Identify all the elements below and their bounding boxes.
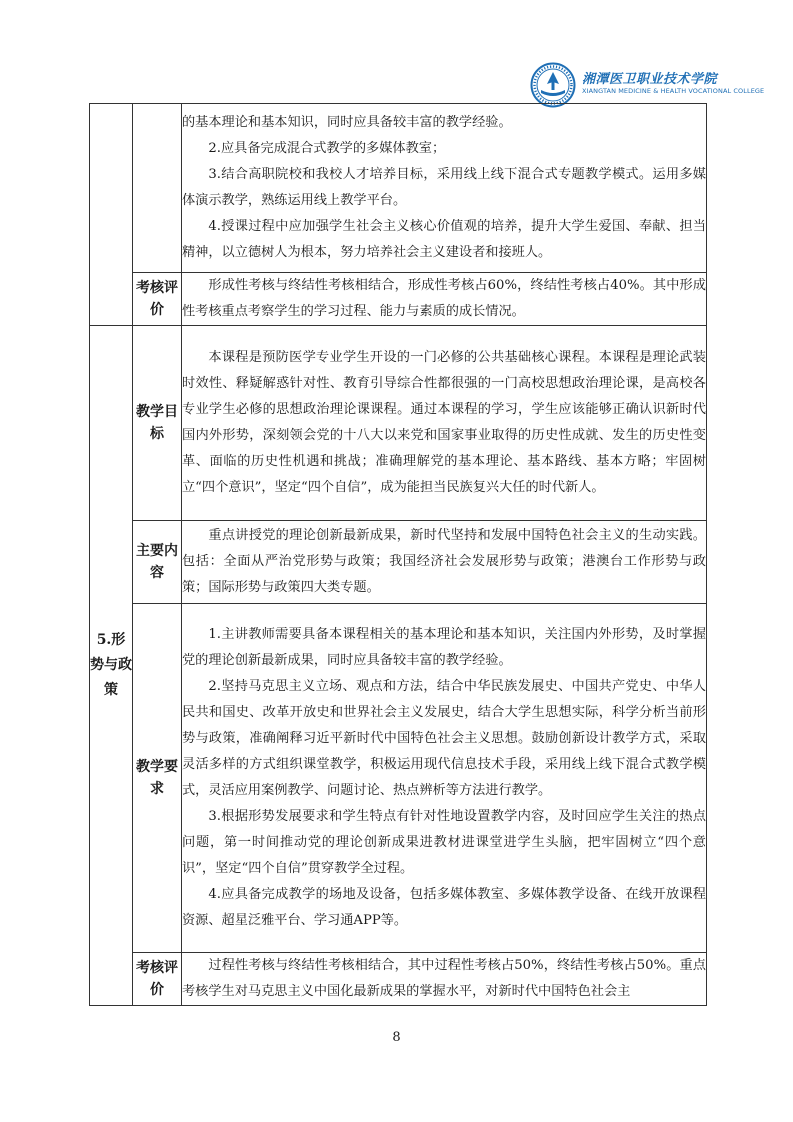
assessment-cell — [182, 953, 707, 1006]
page-number: 8 — [392, 1030, 401, 1045]
requirement-item: 4.应具备完成教学的场地及设备，包括多媒体教室、多媒体教学设备、在线开放课程资源、超星泛雅平台、学习通APP等。 — [182, 887, 706, 928]
requirement-item: 3.结合高职院校和我校人才培养目标，采用线上线下混合式专题教学模式。运用多媒体演示教学，熟练运用线上教学平台。 — [182, 167, 706, 208]
requirement-item: 1.主讲教师需要具备本课程相关的基本理论和基本知识，关注国内外形势，及时掌握党的理论创新最新成果，同时应具备较丰富的教学经验。 — [182, 627, 706, 668]
section-label-cell — [133, 604, 182, 953]
requirement-item: 2.坚持马克思主义立场、观点和方法，结合中华民族发展史、中国共产党史、中华人民共和国史、改革开放史和世界社会主义发展史，结合大学生思想实际，科学分析当前形势与政策，准确阐释习近平新时代中国特色社会主义思想。鼓励创新设计教学方式，采取灵活多样的方式组织课堂教学，积极运用现代信息技术手段，采用线上线下混合式教学模式，灵活应用案例教学、问题讨论、热点辨析等方法进行教学。 — [182, 679, 706, 798]
school-name-en: XIANGTAN MEDICINE & HEALTH VOCATIONAL COLLEGE — [582, 87, 765, 95]
requirement-item: 4.授课过程中应加强学生社会主义核心价值观的培养，提升大学生爱国、奉献、担当精神，以立德树人为根本，努力培养社会主义建设者和接班人。 — [182, 219, 706, 260]
table-row — [90, 273, 707, 326]
section-label-cell — [133, 273, 182, 326]
course-name: 5.形势与政策 — [90, 632, 132, 698]
objectives-label: 教学目标 — [136, 404, 178, 442]
requirement-item: 2.应具备完成混合式教学的多媒体教室； — [208, 141, 446, 156]
section-label-cell — [133, 104, 182, 273]
content-label: 主要内容 — [136, 543, 178, 581]
table-row — [90, 104, 707, 273]
assessment-text: 过程性考核与终结性考核相结合，其中过程性考核占50%，终结性考核占50%。重点考核学生对马克思主义中国化最新成果的掌握水平，对新时代中国特色社会主 — [182, 958, 706, 999]
school-seal-icon — [530, 62, 576, 108]
requirements-cell — [182, 604, 707, 953]
objectives-text: 本课程是预防医学专业学生开设的一门必修的公共基础核心课程。本课程是理论武装时效性、释疑解惑针对性、教育引导综合性都很强的一门高校思想政治理论课，是高校各专业学生必修的思想政治理论课课程。通过本课程的学习，学生应该能够正确认识新时代国内外形势，深刻领会党的十八大以来党和国家事业取得的历史性成就、发生的历史性变革、面临的历史性机遇和挑战；准确理解党的基本理论、基本路线、基本方略；牢固树立“四个意识”，坚定“四个自信”，成为能担当民族复兴大任的时代新人。 — [182, 350, 706, 495]
requirement-item: 的基本理论和基本知识，同时应具备较丰富的教学经验。 — [182, 115, 512, 130]
course-name-cell — [90, 104, 133, 326]
table-row — [90, 326, 707, 521]
content-cell — [182, 521, 707, 604]
curriculum-table — [89, 103, 707, 1006]
section-label-cell — [133, 521, 182, 604]
assessment-label: 考核评价 — [136, 960, 178, 998]
table-row — [90, 953, 707, 1006]
objectives-cell — [182, 326, 707, 521]
school-name: 湘潭医卫职业技术学院 — [582, 72, 718, 87]
requirements-cell — [182, 104, 707, 273]
requirement-item: 3.根据形势发展要求和学生特点有针对性地设置教学内容，及时回应学生关注的热点问题，第一时间推动党的理论创新成果进教材进课堂进学生头脑，把牢固树立“四个意识”，坚定“四个自信”贯穿教学全过程。 — [182, 809, 706, 876]
assessment-label: 考核评价 — [136, 280, 178, 318]
content-text: 重点讲授党的理论创新最新成果，新时代坚持和发展中国特色社会主义的生动实践。包括：全面从严治党形势与政策；我国经济社会发展形势与政策；港澳台工作形势与政策；国际形势与政策四大类专题。 — [182, 528, 706, 595]
assessment-text: 形成性考核与终结性考核相结合，形成性考核占60%，终结性考核占40%。其中形成性考核重点考察学生的学习过程、能力与素质的成长情况。 — [182, 278, 706, 319]
section-label-cell — [133, 326, 182, 521]
assessment-cell — [182, 273, 707, 326]
requirements-label: 教学要求 — [136, 759, 178, 797]
table-row — [90, 604, 707, 953]
course-name-cell — [90, 326, 133, 1006]
table-row — [90, 521, 707, 604]
section-label-cell — [133, 953, 182, 1006]
